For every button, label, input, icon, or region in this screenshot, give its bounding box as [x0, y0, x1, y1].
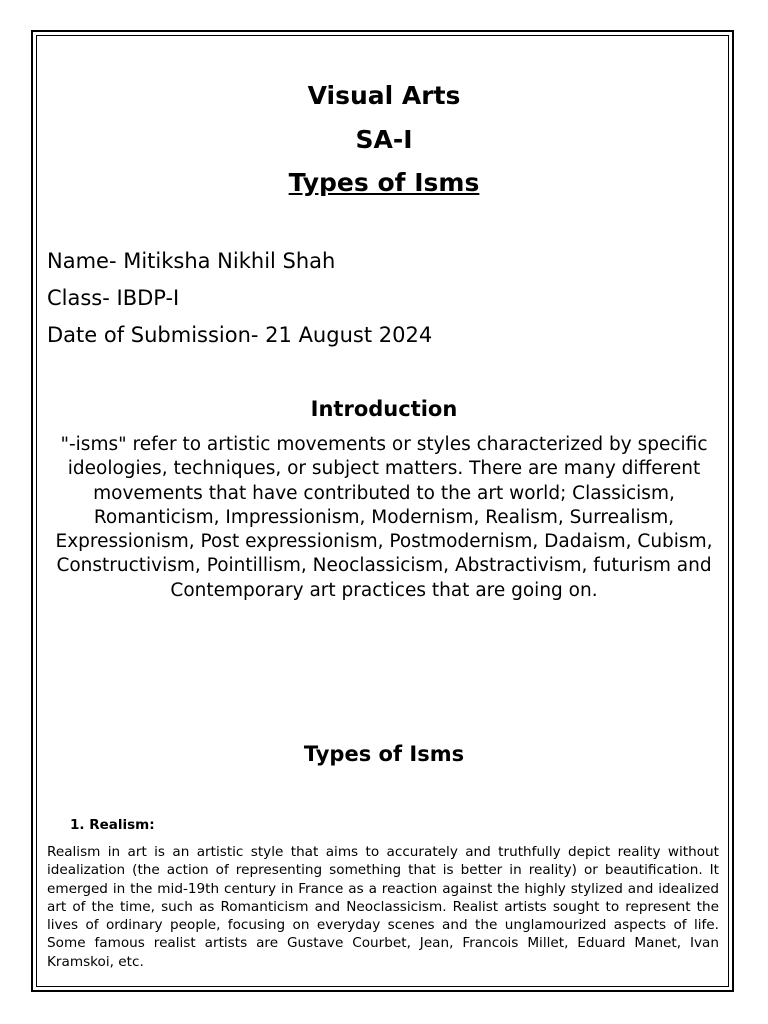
- realism-text: Realism in art is an artistic style that aims to accurately and truthfully depict reality without idealization (the action of representing something that is better in reality) or beautification. It emerged in the mid-19th century in France as a reaction against the highly stylized and idealized art of the time, such as Romanticism and Neoclassicism. Realist artists sought to represent the lives of ordinary people, focusing on everyday scenes and the unglamourized aspects of life. Some famous realist artists are Gustave Courbet, Jean, Francois Millet, Eduard Manet, Ivan Kramskoi, etc.: [47, 844, 719, 970]
- introduction-text: "-isms" refer to artistic movements or styles characterized by specific ideologies, techniques, or subject matters. There are many different movements that have contributed to the art world; Classicism, Romanticism, Impressionism, Modernism, Realism, Surrealism, Expressionism, Post expressionism, Postmodernism, Dadaism, Cubism, Constructivism, Pointillism, Neoclassicism, Abstractivism, futurism and Contemporary art practices that are going on.: [55, 434, 713, 601]
- document-title: Visual Arts: [307, 81, 461, 110]
- introduction-heading: Introduction: [310, 397, 458, 421]
- submission-date: Date of Submission- 21 August 2024: [47, 323, 433, 347]
- student-name: Name- Mitiksha Nikhil Shah: [47, 249, 336, 273]
- document-topic: Types of Isms: [288, 168, 480, 197]
- realism-heading: 1. Realism:: [70, 817, 155, 833]
- student-class: Class- IBDP-I: [47, 286, 180, 310]
- document-subtitle: SA-I: [355, 125, 413, 154]
- types-heading: Types of Isms: [303, 742, 465, 766]
